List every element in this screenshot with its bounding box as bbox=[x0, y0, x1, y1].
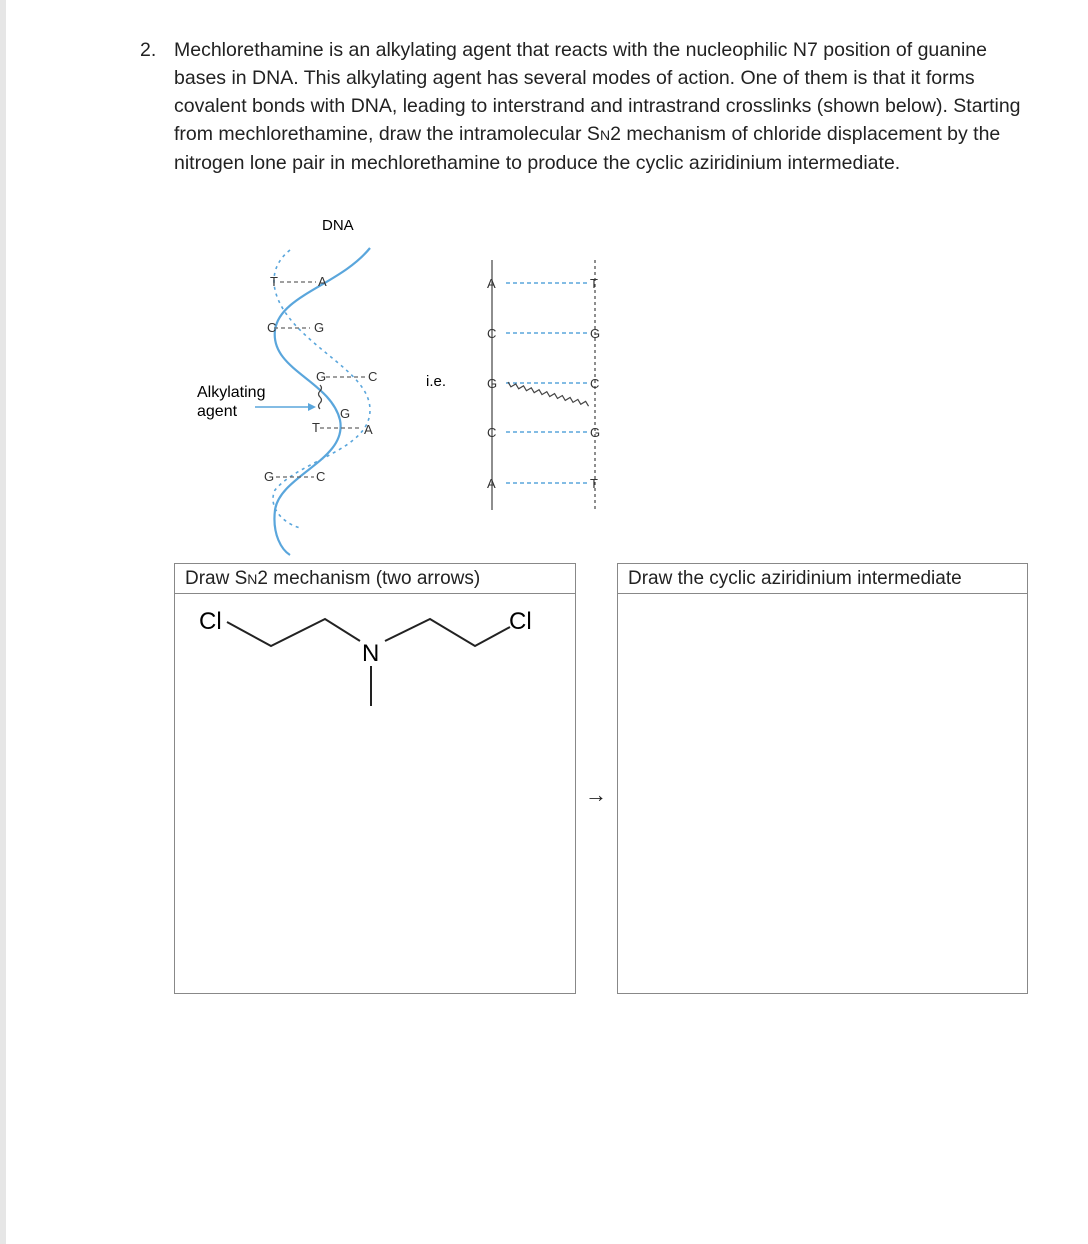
sn2-term bbox=[587, 123, 621, 145]
page-edge bbox=[0, 0, 6, 1244]
question-text bbox=[174, 36, 1040, 177]
ie-label: i.e. bbox=[426, 373, 447, 390]
helix-strand-solid bbox=[274, 248, 370, 555]
helix-base-c3: C bbox=[316, 469, 326, 484]
sn2-mechanism-box[interactable] bbox=[174, 563, 576, 994]
nitrogen-atom: N bbox=[362, 640, 380, 667]
ladder-right-t2: T bbox=[590, 476, 598, 491]
sn2-s: S bbox=[586, 123, 600, 145]
sn2-box-title bbox=[175, 564, 575, 594]
ladder-left-a2: A bbox=[487, 476, 496, 491]
ladder-right-g1: G bbox=[590, 326, 601, 341]
aziridinium-box[interactable] bbox=[617, 563, 1028, 994]
chlorine-right: Cl bbox=[509, 608, 532, 635]
ladder-right-c: C bbox=[590, 376, 600, 391]
alkylating-label-line1: Alkylating bbox=[197, 384, 266, 401]
helix-base-t2: T bbox=[312, 420, 320, 435]
sn2-box-title-sub: N bbox=[247, 571, 258, 587]
ladder-right-t1: T bbox=[590, 276, 598, 291]
ladder-left-c1: C bbox=[487, 326, 497, 341]
dna-label: DNA bbox=[322, 217, 354, 234]
sn2-n: N bbox=[599, 127, 611, 143]
helix-base-g3: G bbox=[340, 406, 351, 421]
ladder-left-c2: C bbox=[487, 425, 497, 440]
helix-base-t1: T bbox=[270, 274, 278, 289]
ladder-crosslink bbox=[507, 382, 589, 406]
ladder-base-pairs bbox=[506, 283, 588, 483]
mechlorethamine-structure bbox=[175, 594, 575, 714]
bond-chain-left bbox=[227, 619, 360, 646]
dna-figure-svg bbox=[190, 210, 620, 570]
alkylating-arrowhead bbox=[308, 403, 316, 411]
helix-base-g4: G bbox=[264, 469, 275, 484]
ladder-right-g2: G bbox=[590, 425, 601, 440]
helix-base-c1: C bbox=[267, 320, 277, 335]
chlorine-left: Cl bbox=[199, 608, 222, 635]
ladder-left-g: G bbox=[487, 376, 498, 391]
ladder-left-a1: A bbox=[487, 276, 496, 291]
question-text-part2: mechanism of chloride displacement by the nitrogen lone pair in mechlorethamine to produce the cyclic aziridinium intermediate. bbox=[174, 123, 1001, 174]
sn2-2: 2 bbox=[610, 123, 621, 145]
helix-base-c2: C bbox=[368, 369, 378, 384]
helix-base-g1: G bbox=[314, 320, 325, 335]
helix-base-a1: A bbox=[318, 274, 327, 289]
sn2-box-title-prefix: Draw S bbox=[185, 568, 248, 589]
helix-base-a2: A bbox=[364, 422, 373, 437]
alkylating-label-line2: agent bbox=[197, 403, 238, 420]
question-text-part1: Mechlorethamine is an alkylating agent that reacts with the nucleophilic N7 position of guanine bases in DNA. This alkylating agent has several modes of action. One of them is that it forms covalent bonds with DNA, leading to interstrand and intrastrand crosslinks (shown below). Starting from mechlorethamine, draw the intramolecular bbox=[174, 39, 1021, 145]
aziridinium-box-title: Draw the cyclic aziridinium intermediate bbox=[618, 564, 1027, 594]
helix-base-g2: G bbox=[316, 369, 327, 384]
dna-crosslink-figure bbox=[190, 210, 620, 570]
question-number: 2. bbox=[140, 39, 157, 61]
reaction-arrow: → bbox=[585, 782, 607, 807]
sn2-box-title-suffix: 2 mechanism (two arrows) bbox=[257, 568, 481, 589]
bond-chain-right bbox=[385, 619, 510, 646]
